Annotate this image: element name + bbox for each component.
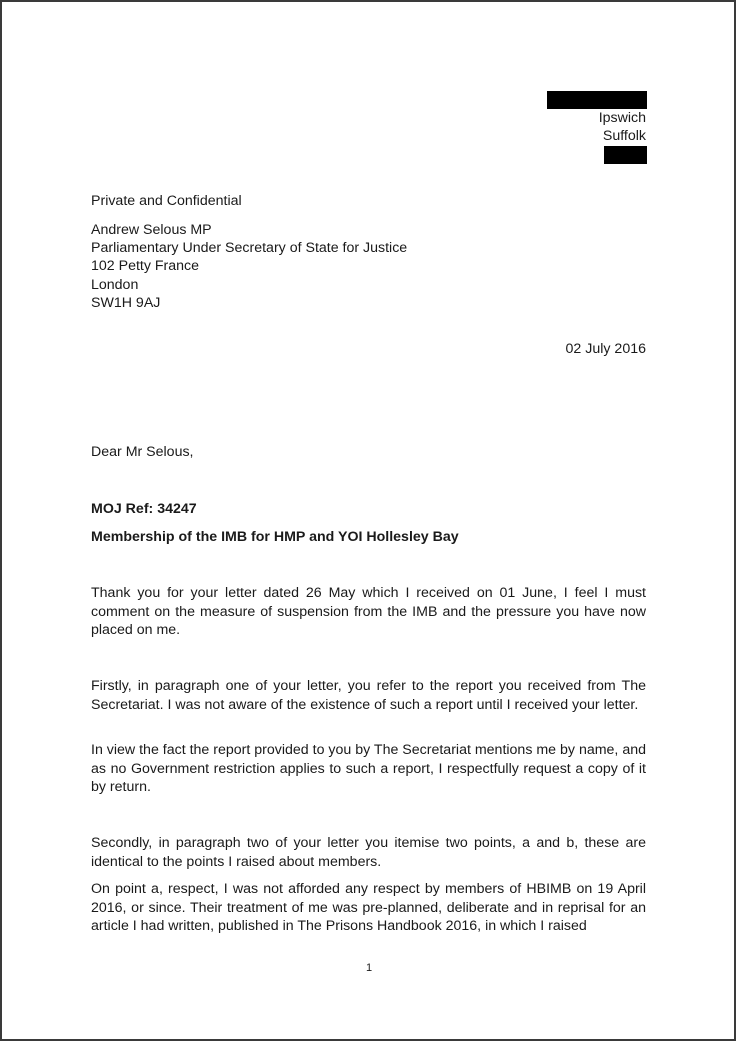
body-paragraph-4: Secondly, in paragraph two of your letter you itemise two points, a and b, these are identical to the points I raised about members.	[91, 835, 646, 870]
sender-address	[599, 109, 646, 145]
body-paragraph-1: Thank you for your letter dated 26 May which I received on 01 June, I feel I must comment on the measure of suspension from the IMB and the pressure you have now placed on me.	[91, 585, 646, 638]
sender-county: Suffolk	[602, 128, 646, 144]
body-paragraph-3: In view the fact the report provided to you by The Secretariat mentions me by name, and as no Government restriction applies to such a report, I respectfully request a copy of it by return.	[91, 742, 646, 795]
page-number: 1	[365, 962, 373, 974]
recipient-address	[91, 221, 646, 312]
redacted-house-address	[547, 91, 647, 109]
recipient-street: 102 Petty France	[91, 258, 200, 275]
subject-line: Membership of the IMB for HMP and YOI Hollesley Bay	[91, 529, 459, 545]
redacted-postcode	[604, 146, 647, 164]
salutation: Dear Mr Selous,	[91, 444, 194, 460]
recipient-postcode: SW1H 9AJ	[91, 294, 161, 311]
body-paragraph-2: Firstly, in paragraph one of your letter, you refer to the report you received from The Secretariat. I was not aware of the existence of such a report until I received your letter.	[91, 678, 646, 713]
recipient-title: Parliamentary Under Secretary of State for Justice	[91, 240, 408, 257]
recipient-city: London	[91, 276, 139, 293]
sender-town: Ipswich	[598, 110, 646, 126]
reference-line: MOJ Ref: 34247	[91, 501, 197, 517]
letter-date: 02 July 2016	[565, 341, 646, 357]
classification-line: Private and Confidential	[91, 193, 242, 209]
recipient-name: Andrew Selous MP	[91, 222, 212, 238]
body-paragraph-5: On point a, respect, I was not afforded any respect by members of HBIMB on 19 April 2016, or since. Their treatment of me was pre-planned, deliberate and in reprisal for an article I had written, published in The Prisons Handbook 2016, in which I raised	[91, 881, 646, 934]
